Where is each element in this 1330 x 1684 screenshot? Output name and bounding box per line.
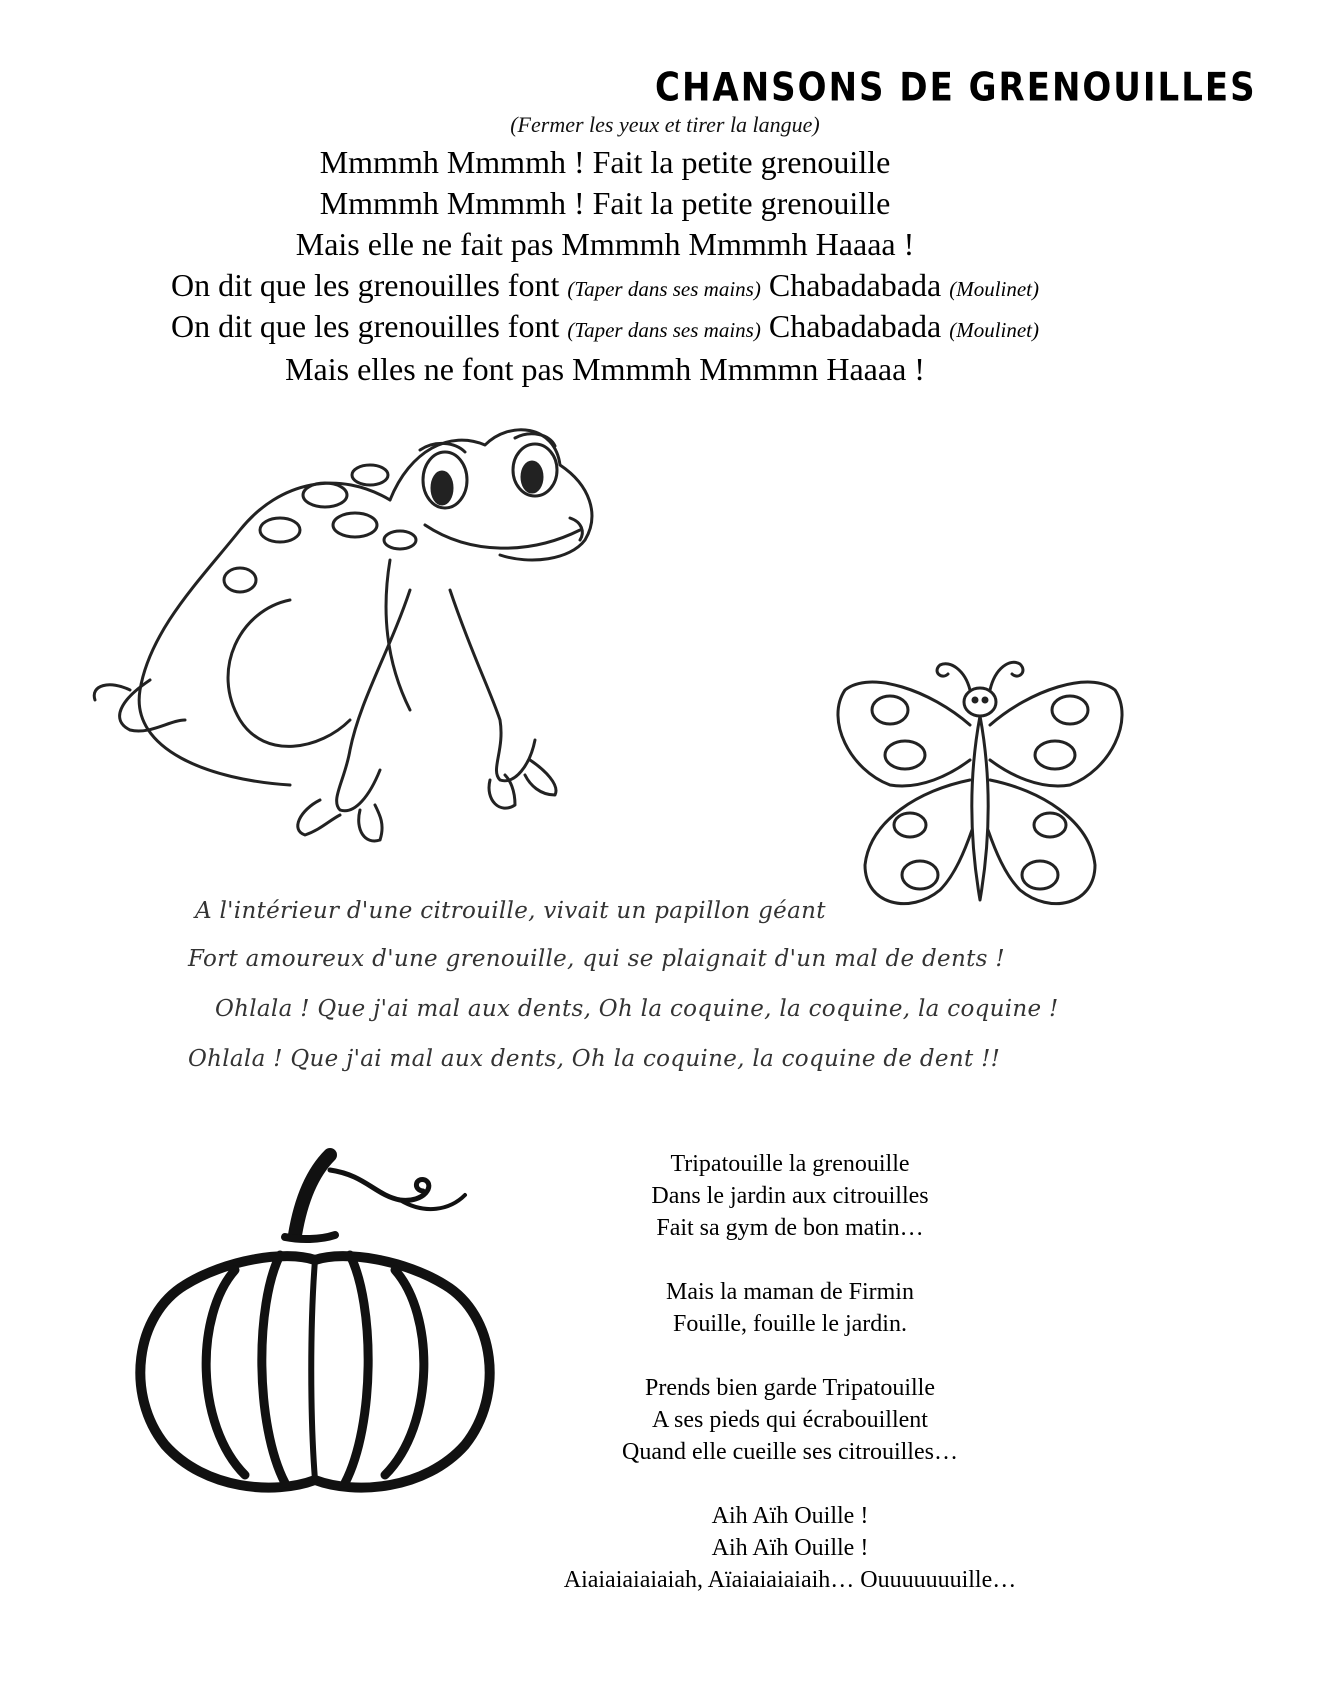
- song3-stanza-3-line: A ses pieds qui écrabouillent: [652, 1407, 928, 1433]
- song3-stanza-1-line: Dans le jardin aux citrouilles: [651, 1183, 929, 1209]
- song1-line-4-word: Chabadabada: [768, 267, 942, 303]
- song1-line-4-text: On dit que les grenouilles font: [170, 267, 560, 303]
- song3-stanza-4-line: Aih Aïh Ouille !: [711, 1503, 869, 1529]
- song3-stanza-4-line: Aih Aïh Ouille !: [711, 1535, 869, 1561]
- pumpkin-illustration: [125, 1125, 505, 1505]
- song2-line-4: Ohlala ! Que j'ai mal aux dents, Oh la coquine, la coquine de dent !!: [188, 1046, 1001, 1072]
- song1-line-3: Mais elle ne fait pas Mmmmh Mmmmh Haaaa !: [295, 226, 915, 262]
- song1-line-1: Mmmmh Mmmmh ! Fait la petite grenouille: [319, 144, 891, 180]
- song2-line-2: Fort amoureux d'une grenouille, qui se plaignait d'un mal de dents !: [188, 946, 1005, 972]
- butterfly-illustration: [830, 650, 1130, 940]
- song3-stanza-4-line: Aiaiaiaiaiaiah, Aïaiaiaiaiaih… Ouuuuuuuille…: [563, 1567, 1017, 1593]
- song1-line-4-note-clap: (Taper dans ses mains): [567, 277, 761, 301]
- frog-illustration: [90, 390, 650, 870]
- song2-line-1: A l'intérieur d'une citrouille, vivait un papillon géant: [195, 898, 826, 924]
- song3-stanza-2-line: Mais la maman de Firmin: [666, 1279, 914, 1305]
- song1-line-4-note-moulinet: (Moulinet): [949, 277, 1040, 301]
- song1-line-4: [0, 267, 1210, 304]
- song1-line-2: Mmmmh Mmmmh ! Fait la petite grenouille: [319, 185, 891, 221]
- song1-line-5-word: Chabadabada: [768, 308, 942, 344]
- song1-line-5-note-moulinet: (Moulinet): [949, 318, 1040, 342]
- song3-poem: [520, 1148, 1060, 1628]
- song1-instruction: (Fermer les yeux et tirer la langue): [510, 112, 820, 137]
- song3-stanza-1: [520, 1148, 1060, 1244]
- song3-stanza-1-line: Fait sa gym de bon matin…: [656, 1215, 924, 1241]
- song1-line-5-text: On dit que les grenouilles font: [170, 308, 560, 344]
- song3-stanza-2: [520, 1276, 1060, 1340]
- song1-line-5: [0, 308, 1210, 345]
- song3-stanza-4: [520, 1500, 1060, 1596]
- song3-stanza-2-line: Fouille, fouille le jardin.: [673, 1311, 907, 1337]
- song3-stanza-1-line: Tripatouille la grenouille: [670, 1151, 910, 1177]
- song3-stanza-3-line: Prends bien garde Tripatouille: [645, 1375, 935, 1401]
- page-title: CHANSONS DE GRENOUILLES: [655, 65, 1257, 111]
- song3-stanza-3: [520, 1372, 1060, 1468]
- song1-line-5-note-clap: (Taper dans ses mains): [567, 318, 761, 342]
- song3-stanza-3-line: Quand elle cueille ses citrouilles…: [622, 1439, 958, 1465]
- song1-line-6: Mais elles ne font pas Mmmmh Mmmmn Haaaa !: [285, 351, 925, 387]
- song2-line-3: Ohlala ! Que j'ai mal aux dents, Oh la coquine, la coquine, la coquine !: [215, 996, 1059, 1022]
